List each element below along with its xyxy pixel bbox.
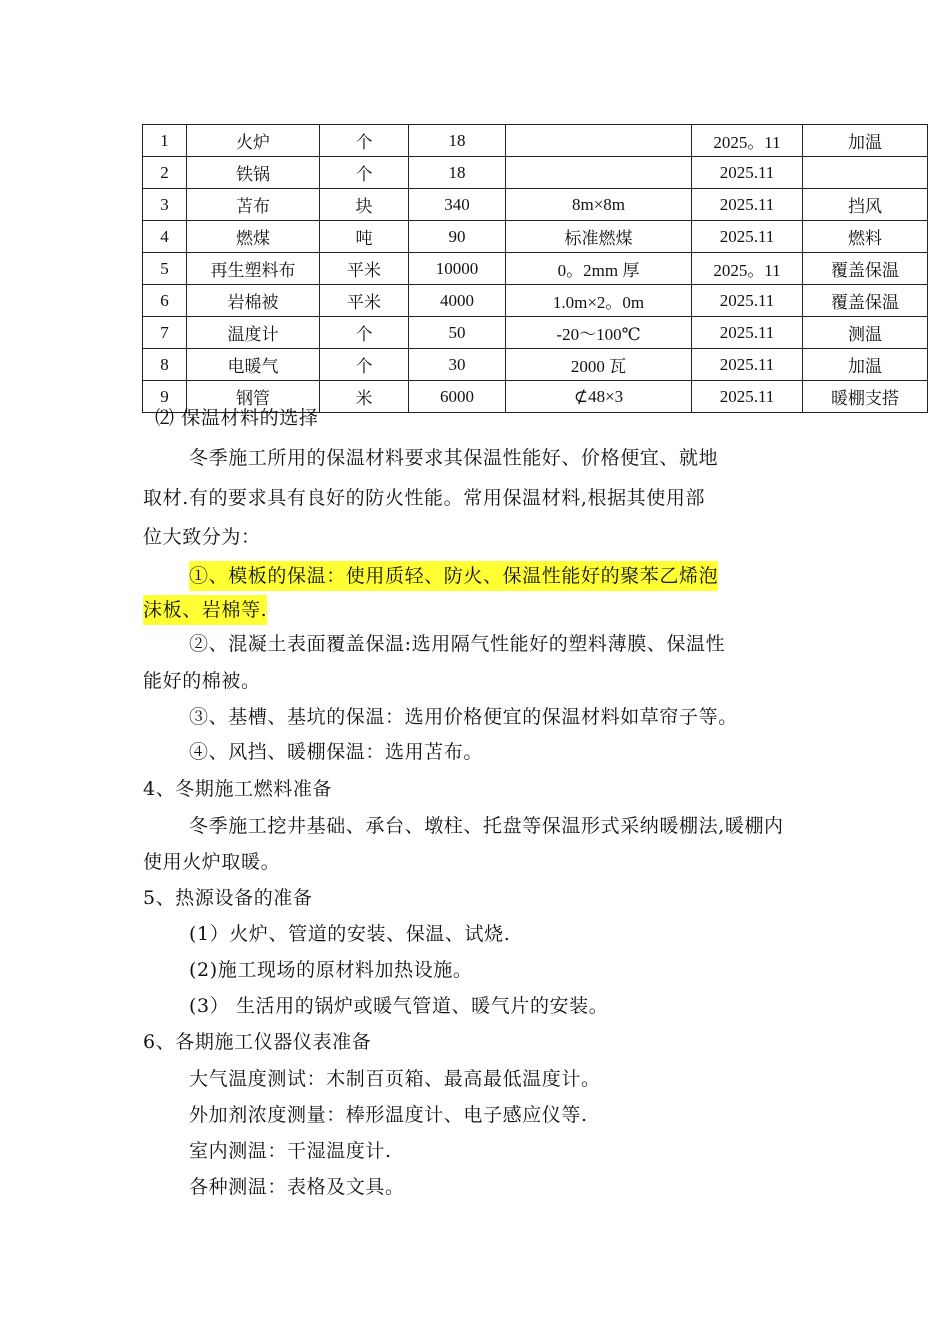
table-cell: 铁锅 [187, 157, 320, 189]
paragraph-line: 使用火炉取暖。 [143, 851, 281, 873]
table-row [143, 221, 928, 253]
paragraph-line: 冬季施工所用的保温材料要求其保温性能好、价格便宜、就地 [189, 447, 719, 469]
table-cell: 温度计 [187, 317, 320, 349]
list-item: 各种测温：表格及文具。 [189, 1176, 405, 1198]
table-cell [506, 157, 692, 189]
section-heading-insulation-materials: ⑵ 保温材料的选择 [155, 407, 319, 429]
table-row [143, 285, 928, 317]
list-item: 大气温度测试：木制百页箱、最高最低温度计。 [189, 1068, 601, 1090]
table-cell: 2025。11 [692, 253, 803, 285]
table-cell: 覆盖保温 [803, 253, 928, 285]
table-cell: 2000 瓦 [506, 349, 692, 381]
list-item: 能好的棉被。 [143, 670, 261, 692]
table-row [143, 125, 928, 157]
table-cell: 2025.11 [692, 317, 803, 349]
table-cell: 2025.11 [692, 221, 803, 253]
table-cell: 平米 [320, 285, 409, 317]
table-cell: 90 [409, 221, 506, 253]
table-cell: 个 [320, 125, 409, 157]
table-cell: 再生塑料布 [187, 253, 320, 285]
table-cell: 8m×8m [506, 189, 692, 221]
table-cell: 覆盖保温 [803, 285, 928, 317]
table-cell: 燃煤 [187, 221, 320, 253]
table-cell: 个 [320, 349, 409, 381]
table-cell: 6000 [409, 381, 506, 413]
table-cell: 2025.11 [692, 189, 803, 221]
paragraph-line: 取材.有的要求具有良好的防火性能。常用保温材料,根据其使用部 [143, 487, 706, 509]
table-row [143, 157, 928, 189]
table-cell: 7 [143, 317, 187, 349]
table-cell: 苫布 [187, 189, 320, 221]
paragraph-line: 位大致分为： [143, 526, 261, 548]
table-cell: 块 [320, 189, 409, 221]
table-cell: ⊄48×3 [506, 381, 692, 413]
table-cell: 2025.11 [692, 157, 803, 189]
table-cell: 30 [409, 349, 506, 381]
table-cell: 暖棚支搭 [803, 381, 928, 413]
table-cell: 吨 [320, 221, 409, 253]
list-item: (1）火炉、管道的安装、保温、试烧. [189, 923, 511, 945]
table-row [143, 253, 928, 285]
highlighted-list-item: 沫板、岩棉等. [143, 595, 267, 625]
table-cell: 9 [143, 381, 187, 413]
table-cell: 火炉 [187, 125, 320, 157]
table-row [143, 349, 928, 381]
section-heading: 5、热源设备的准备 [143, 887, 313, 909]
table-cell: 2025.11 [692, 349, 803, 381]
list-item: 室内测温：干湿温度计. [189, 1140, 392, 1162]
highlighted-list-item: ①、模板的保温：使用质轻、防火、保温性能好的聚苯乙烯泡 [189, 561, 718, 591]
table-cell: 岩棉被 [187, 285, 320, 317]
table-cell: 2025.11 [692, 381, 803, 413]
table-cell: 测温 [803, 317, 928, 349]
table-row [143, 189, 928, 221]
table-cell: 2025。11 [692, 125, 803, 157]
table-cell [803, 157, 928, 189]
table-cell: 米 [320, 381, 409, 413]
table-cell: 10000 [409, 253, 506, 285]
list-item: (3） 生活用的锅炉或暖气管道、暖气片的安装。 [189, 995, 609, 1017]
table-cell: 6 [143, 285, 187, 317]
list-item: 外加剂浓度测量：棒形温度计、电子感应仪等. [189, 1104, 588, 1126]
table-cell: 加温 [803, 349, 928, 381]
table-cell: 燃料 [803, 221, 928, 253]
list-item: (2)施工现场的原材料加热设施。 [189, 959, 473, 981]
table-cell: 1 [143, 125, 187, 157]
table-cell: 18 [409, 125, 506, 157]
materials-table-body [143, 125, 928, 413]
table-cell: 挡风 [803, 189, 928, 221]
table-cell: 1.0m×2。0m [506, 285, 692, 317]
table-cell [506, 125, 692, 157]
table-cell: 2 [143, 157, 187, 189]
table-cell: 钢管 [187, 381, 320, 413]
table-cell: 加温 [803, 125, 928, 157]
table-cell: 2025.11 [692, 285, 803, 317]
section-heading: 6、各期施工仪器仪表准备 [143, 1031, 372, 1053]
table-cell: -20～100℃ [506, 317, 692, 349]
table-cell: 18 [409, 157, 506, 189]
table-cell: 8 [143, 349, 187, 381]
materials-table [142, 124, 928, 413]
paragraph-line: 冬季施工挖井基础、承台、墩柱、托盘等保温形式采纳暖棚法,暖棚内 [189, 815, 784, 837]
table-cell: 340 [409, 189, 506, 221]
table-cell: 电暖气 [187, 349, 320, 381]
table-cell: 标准燃煤 [506, 221, 692, 253]
list-item: ②、混凝土表面覆盖保温:选用隔气性能好的塑料薄膜、保温性 [189, 633, 726, 655]
table-cell: 0。2mm 厚 [506, 253, 692, 285]
table-cell: 4 [143, 221, 187, 253]
table-cell: 个 [320, 317, 409, 349]
list-item: ④、风挡、暖棚保温：选用苫布。 [189, 741, 484, 763]
table-cell: 平米 [320, 253, 409, 285]
table-cell: 个 [320, 157, 409, 189]
table-cell: 50 [409, 317, 506, 349]
table-cell: 3 [143, 189, 187, 221]
table-cell: 5 [143, 253, 187, 285]
section-heading: 4、冬期施工燃料准备 [143, 778, 333, 800]
table-cell: 4000 [409, 285, 506, 317]
table-row [143, 317, 928, 349]
list-item: ③、基槽、基坑的保温：选用价格便宜的保温材料如草帘子等。 [189, 706, 738, 728]
